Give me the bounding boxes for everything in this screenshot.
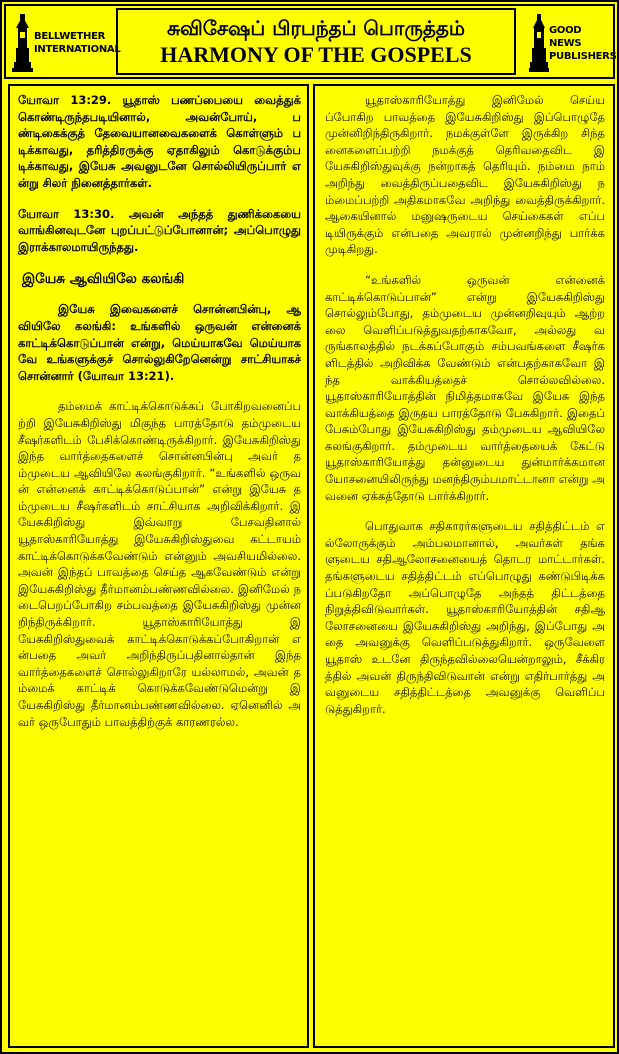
bell-tower-icon-right bbox=[529, 14, 549, 72]
title-english: HARMONY OF THE GOSPELS bbox=[160, 42, 472, 67]
bell-tower-icon bbox=[12, 14, 34, 72]
verse-john-13-21: இயேசு இவைகளைச் சொன்னபின்பு, ஆவியிலே கலங்கி: உங்களில் ஒருவன் என்னைக் காட்டிக்கொடுப்பான் என்று, மெய்யாகவே மெய்யாகவே உங்களுக்குச் சொல்லுகிறேனென்று சாட்சியாகச் சொன்னார் (யோவா 13:21). bbox=[18, 302, 301, 383]
commentary-paragraph-2: “உங்களில் ஒருவன் என்னைக் காட்டிக்கொடுப்பான்” என்று இயேசுகிறிஸ்து சொல்லும்போது, தம்முடைய முன்னறிவுயும் ஆற்றலை வெளிப்படுத்துவதற்காகவோ, அல்லது வருங்காலத்தில் நடக்கப்போகும் சம்பவங்களை சீஷர்களிடத்தில் அறிவிக்க வேண்டும் என்பதற்காகவோ இந்த வாக்கியத்தைச் சொல்லவில்லை. யூதாஸ்காரியோத்தின் நிமித்தமாகவே இயேசு இந்த வாக்கியத்தை இருதய பாரத்தோடு பேசுகிறார். இதைப் பேசும்போது இயேசுகிறிஸ்து தம்முடைய ஆவியிலே கலங்குகிறார். தம்முடைய வார்த்தையைக் கேட்டு யூதாஸ்காரியோத்து தன்னுடைய துன்மார்க்கமான யோசனையிலிருந்து மனந்திரும்பமாட்டானா என்று அவனை ஏக்கத்தோடு பார்க்கிறார். bbox=[325, 272, 605, 503]
good-news-logo-text: GOOD NEWS PUBLISHERS bbox=[549, 25, 617, 62]
left-column bbox=[8, 84, 309, 1048]
title-box bbox=[116, 8, 516, 75]
commentary-paragraph-3: பொதுவாக சதிகாரர்களுடைய சதித்திட்டம் எல்லோருக்கும் அம்பலமானால், அவர்கள் தங்களுடைய சதிஆலோசனையைத் தொடர மாட்டார்கள். தங்களுடைய சதித்திட்டம் எப்பொழுது கண்டுபிடிக்கப்படுகிறதோ அப்பொழுதே அந்தத் திட்டத்தை நிறுத்திவிடுவார்கள். யூதாஸ்காரியோத்தின் சதிஆலோசனையை இயேசுகிறிஸ்து அறிந்து, இப்போது அதை அவனுக்கு வெளிப்படுத்துகிறார். ஒருவேளை யூதாஸ் உடனே திருந்தவில்லையென்றாலும், சீக்கிரத்தில் அவன் திருந்திவிடுவான் என்று எதிர்பார்த்து அவனுடைய சதித்திட்டத்தை அவனுக்கு வெளிப்படுத்துகிறார். bbox=[325, 519, 605, 716]
bellwether-logo bbox=[12, 14, 121, 72]
commentary-paragraph-1: யூதாஸ்காரியோத்து இனிமேல் செய்யப்போகிற பாவத்தை இயேசுகிறிஸ்து இப்பொழுதே முன்னிறிந்திருகிறார். நமக்குள்ளே இருக்கிற சிந்தனைகளைப்பற்றி நமக்குத் தெரிவதைவிட இயேசுகிறிஸ்துவுக்கு நன்றாகத் தெரியும். நம்மை நாம் அறிந்து வைத்திருப்பதைவிட இயேசுகிறிஸ்து நம்மைப்பற்றி அதிகமாகவே அறிந்து வைத்திருக்கிறார். ஆகையினால் மனுஷருடைய செய்கைகள் எப்படியிருக்கும் என்பதை அவரால் முன்னறிந்து பார்க்க முடிகிறது. bbox=[325, 93, 605, 257]
good-news-logo bbox=[529, 14, 617, 72]
section-heading: இயேசு ஆவியிலே கலங்கி bbox=[22, 271, 185, 288]
bellwether-logo-text: BELLWETHER INTERNATIONAL bbox=[34, 31, 121, 55]
verse-john-13-29: யோவா 13:29. யூதாஸ் பணப்பையை வைத்துக் கொண்டிருந்தபடியினால், அவன்போய், பண்டிகைக்குத் தேவையானவைகளைக் கொள்ளும் படிக்காவது, தரித்திரருக்கு ஏதாகிலும் கொடுக்கும்படிக்காவது, இயேசு அவனுடனே சொல்லியிருப்பார் என்று சிலர் நினைத்தார்கள். bbox=[18, 93, 301, 190]
title-tamil: சுவிசேஷப் பிரபந்தப் பொருத்தம் bbox=[166, 16, 466, 40]
commentary-paragraph: தம்மைக் காட்டிக்கொடுக்கப் போகிறவனைப்பற்றி இயேசுகிறிஸ்து மிகுந்த பாரத்தோடு தம்முடைய சீஷர்களிடம் பேசிக்கொண்டிருக்கிறார். இயேசுகிறிஸ்து இந்த வார்த்தைகளைச் சொன்னபின்பு அவர் தம்முடைய ஆவியிலே கலங்குகிறார். “உங்களில் ஒருவன் என்னைக் காட்டிக்கொடுப்பான்” என்று இயேசு தம்முடைய சீஷர்களிடம் சாட்சியாக அறிவிக்கிறார். இயேசுகிறிஸ்து இவ்வாறு பேசவதினால் யூதாஸ்காரியோத்து இயேசுகிறிஸ்துவை கட்டாயம் காட்டிக்கொடுக்கவேண்டும் என்னும் அவசியமில்லை. அவன் இந்தப் பாவத்தை செய்த ஆகவேண்டும் என்று இயேசுகிறிஸ்து தீர்மானம்பண்ணவில்லை. இனிமேல் நடைபெறப்போகிற சம்பவத்தை இயேசுகிறிஸ்து முன்னறிந்திருக்கிறார். யூதாஸ்காரியோத்து இயேசுகிறிஸ்துவைக் காட்டிக்கொடுக்கப்போகிறான் என்பதை அவர் அறிந்திருப்பதினால்தான் இந்த வார்த்தைகளைச் சொல்லுகிறாரே யல்லாமல், அவன் தம்மைக் காட்டிக் கொடுக்கவேண்டுமென்று இயேசுகிறிஸ்து தீர்மானம்பண்ணவில்லை. ஏனெனில் அவர் ஒருபோதும் பாவத்திற்குக் காரணரல்ல. bbox=[18, 399, 301, 729]
header-banner bbox=[4, 4, 615, 79]
verse-john-13-30: யோவா 13:30. அவன் அந்தத் துணிக்கையை வாங்கினவுடனே புறப்பட்டுப்போனான்; அப்பொழுது இராக்காலமாயிருந்தது. bbox=[18, 206, 301, 254]
right-column bbox=[313, 84, 615, 1048]
